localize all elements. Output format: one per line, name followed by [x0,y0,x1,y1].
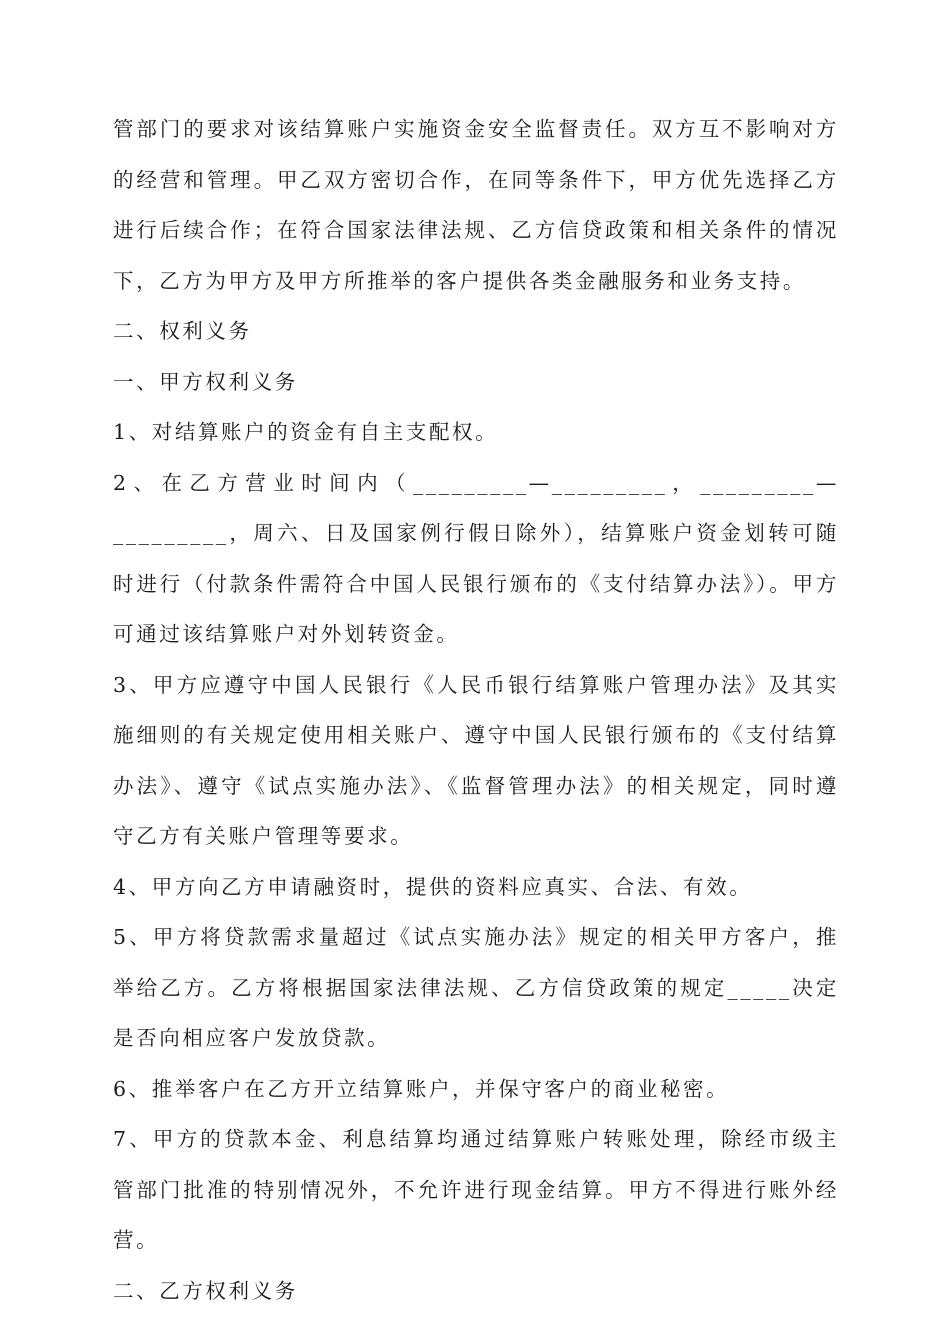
document-body [113,104,839,1316]
paragraph-supervision-cooperation: 管部门的要求对该结算账户实施资金安全监督责任。双方互不影响对方的经营和管理。甲乙双方密切合作，在同等条件下，甲方优先选择乙方进行后续合作；在符合国家法律法规、乙方信贷政策和相关条件的情况下，乙方为甲方及甲方所推举的客户提供各类金融服务和业务支持。 [113,117,839,293]
heading-party-a-rights: 一、甲方权利义务 [113,369,298,394]
clause-6: 6、推举客户在乙方开立结算账户，并保守客户的商业秘密。 [113,1076,730,1101]
clause-3: 3、甲方应遵守中国人民银行《人民币银行结算账户管理办法》及其实施细则的有关规定使用相关账户、遵守中国人民银行颁布的《支付结算办法》、遵守《试点实施办法》、《监督管理办法》的相关规定，同时遵守乙方有关账户管理等要求。 [113,672,839,848]
clause-7: 7、甲方的贷款本金、利息结算均通过结算账户转账处理，除经市级主管部门批准的特别情况外，不允许进行现金结算。甲方不得进行账外经营。 [113,1127,839,1252]
clause-4: 4、甲方向乙方申请融资时，提供的资料应真实、合法、有效。 [113,874,753,899]
heading-rights-obligations: 二、权利义务 [113,319,252,343]
heading-party-b-rights: 二、乙方权利义务 [113,1278,298,1303]
clause-1: 1、对结算账户的资金有自主支配权。 [113,420,499,444]
clause-2: 2、在乙方营业时间内（_________—_________，_________—_________，周六、日及国家例行假日除外），结算账户资金划转可随时进行（付款条件需符合中国人民银行颁布的《支付结算办法》）。甲方可通过该结算账户对外划转资金。 [113,470,839,646]
clause-5: 5、甲方将贷款需求量超过《试点实施办法》规定的相关甲方客户，推举给乙方。乙方将根据国家法律法规、乙方信贷政策的规定_____决定是否向相应客户发放贷款。 [113,925,839,1050]
